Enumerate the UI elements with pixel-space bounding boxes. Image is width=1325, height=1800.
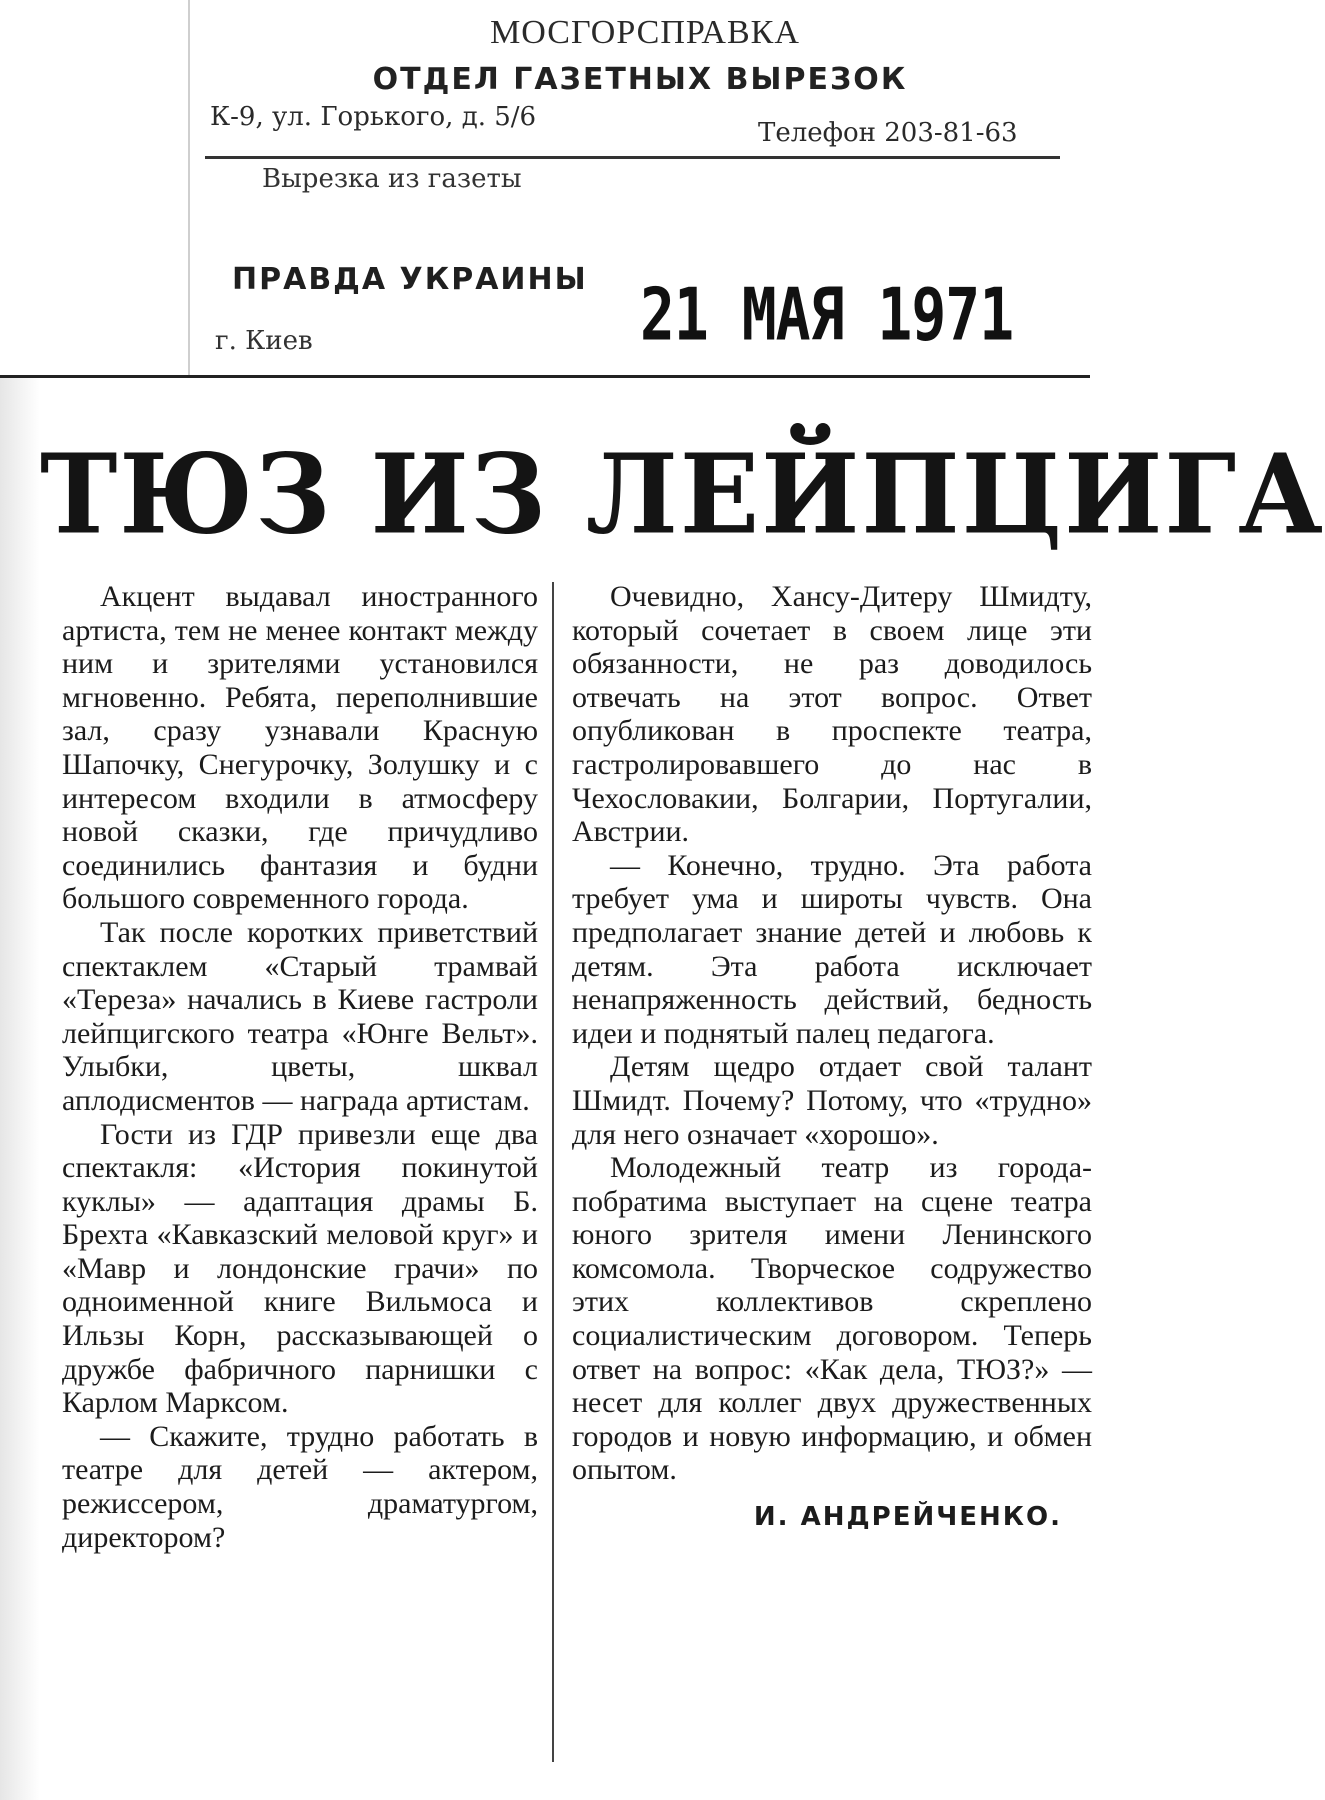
header-divider — [205, 156, 1060, 159]
paragraph: — Конечно, трудно. Эта работа требует ума и широты чувств. Она предполагает знание детей и любовь к детям. Эта работа исключает ненапряженность действий, бедность идеи и поднятый палец педагога. — [572, 848, 1092, 1050]
paragraph: Акцент выдавал иностранного артиста, тем не менее контакт между ним и зрителями установился мгновенно. Ребята, переполнившие зал, сразу узнавали Красную Шапочку, Снегурочку, Золушку и с интересом входили в атмосферу новой сказки, где причудливо соединились фантазия и будни большого современного города. — [62, 580, 538, 916]
paragraph: — Скажите, трудно работать в театре для детей — актером, режиссером, драматургом, директором? — [62, 1419, 538, 1554]
column-divider — [552, 582, 554, 1762]
city-label: г. Киев — [215, 326, 313, 356]
agency-address: К-9, ул. Горького, д. 5/6 — [210, 102, 537, 132]
agency-phone: Телефон 203-81-63 — [758, 118, 1018, 148]
paragraph: Молодежный театр из города-побратима выступает на сцене театра юного зрителя имени Ленинского комсомола. Творческое содружество этих коллективов скреплено социалистическим договором. Теперь ответ на вопрос: «Как дела, ТЮЗ?» — несет для коллег двух дружественных городов и новую информацию, и обмен опытом. — [572, 1151, 1092, 1487]
clip-label: Вырезка из газеты — [262, 164, 522, 194]
article-title: ТЮЗ ИЗ ЛЕЙПЦИГА — [40, 429, 1325, 559]
agency-name: МОСГОРСПРАВКА — [490, 14, 800, 51]
newspaper-name: ПРАВДА УКРАИНЫ — [232, 262, 588, 297]
clipping-edge-vertical — [188, 0, 190, 375]
paragraph: Так после коротких приветствий спектаклем «Старый трамвай «Тереза» начались в Киеве гастроли лейпцигского театра «Юнге Вельт». Улыбки, цветы, шквал аплодисментов — награда артистам. — [62, 915, 538, 1117]
paragraph: Гости из ГДР привезли еще два спектакля: «История покинутой куклы» — адаптация драмы Б. Брехта «Кавказский меловой круг» и «Мавр и лондонские грачи» по одноименной книге Вильмоса и Ильзы Корн, рассказывающей о дружбе фабричного парнишки с Карлом Марксом. — [62, 1117, 538, 1420]
article-author: И. АНДРЕЙЧЕНКО. — [753, 1502, 1062, 1533]
article-column-right — [572, 580, 1092, 1535]
clipping-edge — [0, 375, 1090, 378]
paragraph: Очевидно, Хансу-Дитеру Шмидту, который сочетает в своем лице эти обязанности, не раз доводилось отвечать на этот вопрос. Ответ опубликован в проспекте театра, гастролировавшего до нас в Чехословакии, Болгарии, Португалии, Австрии. — [572, 580, 1092, 849]
department-name: ОТДЕЛ ГАЗЕТНЫХ ВЫРЕЗОК — [372, 62, 908, 97]
paragraph: Детям щедро отдает свой талант Шмидт. Почему? Потому, что «трудно» для него означает «хорошо». — [572, 1050, 1092, 1151]
date-stamp: 21 МАЯ 1971 — [640, 272, 1014, 357]
article-column-left — [62, 580, 538, 1554]
paper-shadow — [0, 378, 40, 1800]
